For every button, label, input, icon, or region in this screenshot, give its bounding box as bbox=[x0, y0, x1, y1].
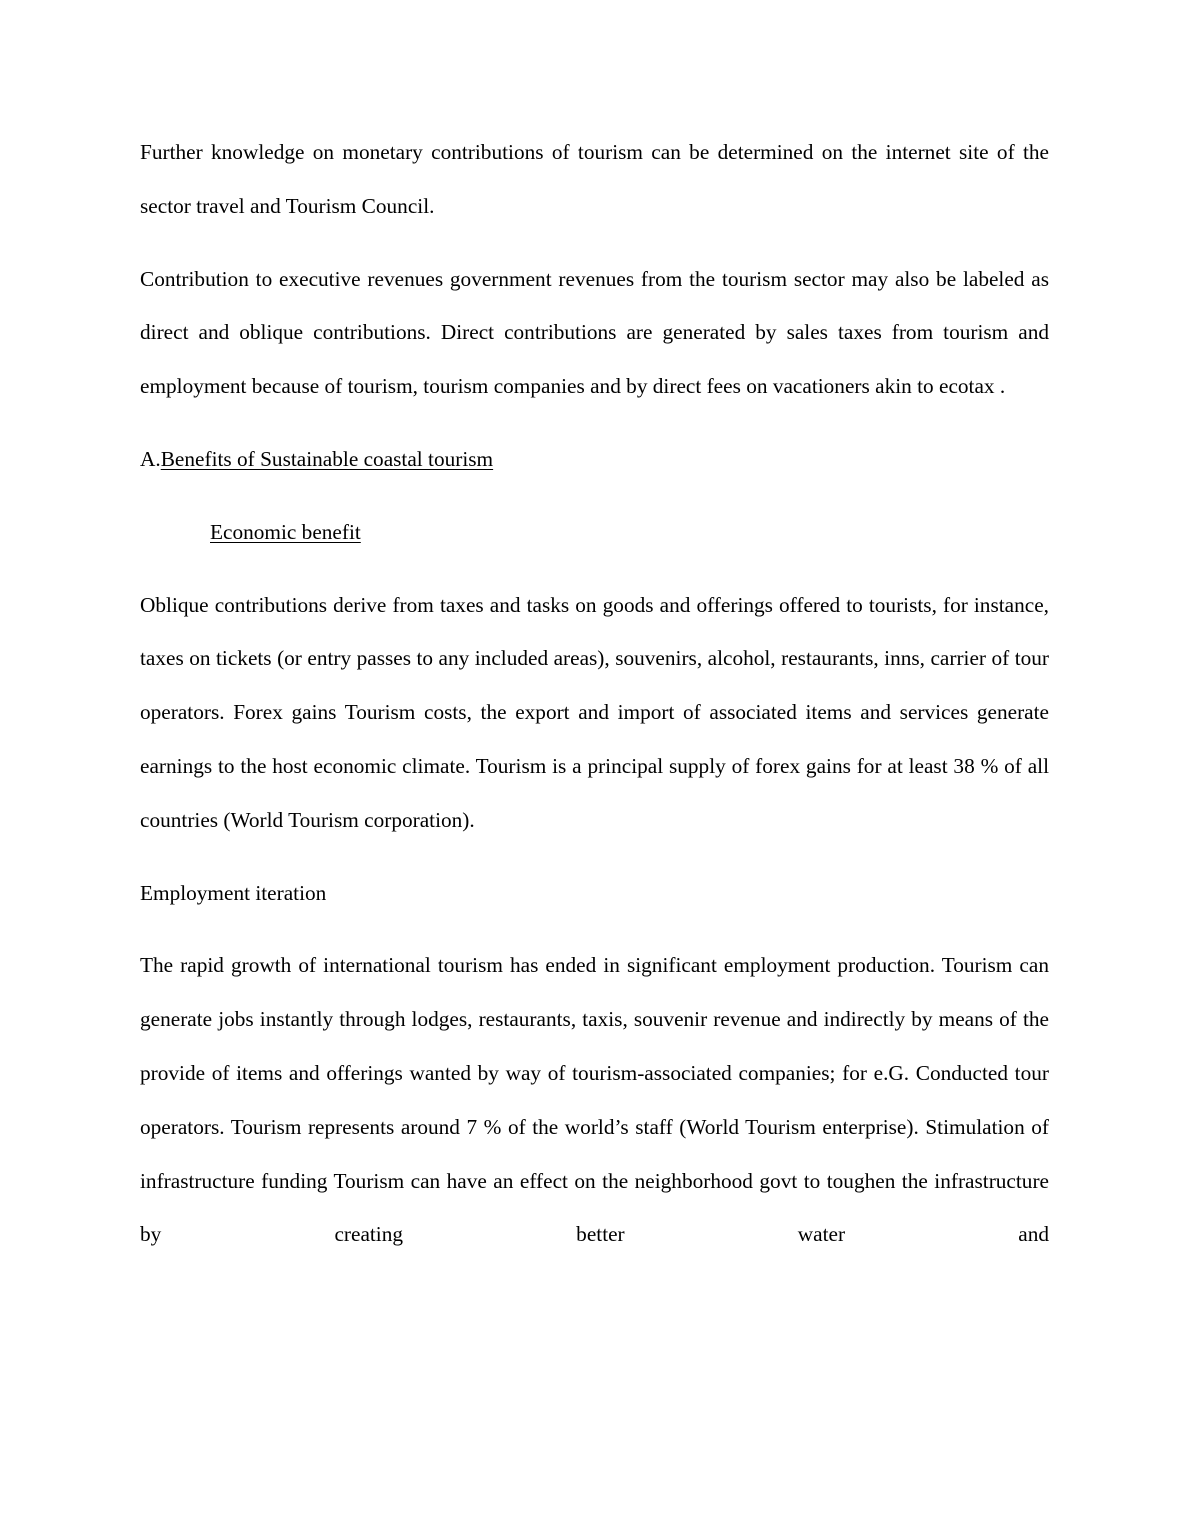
paragraph-employment: The rapid growth of international tourism has ended in significant employment production. Tourism can generate jobs instantly through lodges, restaurants, taxis, souvenir revenue and indirectly by means of the provide of items and offerings wanted by way of tourism-associated companies; for e.G. Conducted tour operators. Tourism represents around 7 % of the world’s staff (World Tourism enterprise). Stimulation of infrastructure funding Tourism can have an effect on the neighborhood govt to toughen the infrastructure by creating better water and bbox=[140, 953, 1049, 1247]
section-heading-benefits bbox=[140, 433, 1049, 487]
paragraph-government-revenues: Contribution to executive revenues government revenues from the tourism sector may also be labeled as direct and oblique contributions. Direct contributions are generated by sales taxes from tourism and employment because of tourism, tourism companies and by direct fees on vacationers akin to ecotax . bbox=[140, 266, 1049, 399]
section-heading-title: Benefits of Sustainable coastal tourism bbox=[160, 446, 494, 471]
section-heading-prefix: A. bbox=[140, 446, 161, 471]
paragraph-monetary-contributions: Further knowledge on monetary contributions of tourism can be determined on the internet site of the sector travel and Tourism Council. bbox=[140, 140, 1049, 218]
subheading-economic-benefit bbox=[140, 506, 1049, 560]
subheading-employment-iteration: Employment iteration bbox=[140, 880, 327, 905]
document-body bbox=[140, 126, 1049, 1281]
subheading-economic-benefit-text: Economic benefit bbox=[210, 519, 361, 544]
paragraph-oblique-contributions: Oblique contributions derive from taxes and tasks on goods and offerings offered to tourists, for instance, taxes on tickets (or entry passes to any included areas), souvenirs, alcohol, restaurants, inns, carrier of tour operators. Forex gains Tourism costs, the export and import of associated items and services generate earnings to the host economic climate. Tourism is a principal supply of forex gains for at least 38 % of all countries (World Tourism corporation). bbox=[140, 592, 1049, 832]
